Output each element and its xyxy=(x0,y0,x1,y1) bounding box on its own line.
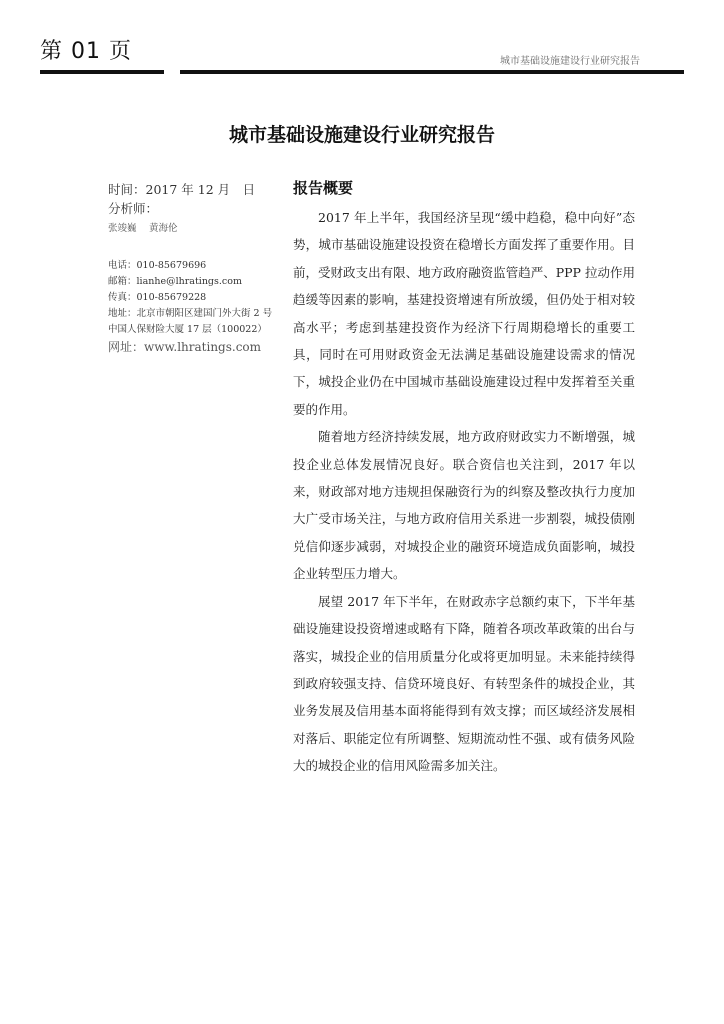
analyst-names: 张竣巍 黄海伦 xyxy=(108,223,178,234)
contact-email: 邮箱：lianhe@lhratings.com xyxy=(108,276,242,287)
header-rule-left xyxy=(40,70,164,74)
contact-block xyxy=(108,258,273,356)
report-date: 时间：2017 年 12 月 日 xyxy=(108,182,256,197)
running-header-title: 城市基础设施建设行业研究报告 xyxy=(500,56,640,67)
contact-website: 网址：www.lhratings.com xyxy=(108,340,262,354)
summary-paragraph: 随着地方经济持续发展，地方政府财政实力不断增强，城投企业总体发展情况良好。联合资信也关注到，2017 年以来，财政部对地方违规担保融资行为的纠察及整改执行力度加大广受市场关注，与地方政府信用关系进一步割裂，城投债刚兑信仰逐步减弱，对城投企业的融资环境造成负面影响，城投企业转型压力增大。 xyxy=(293,429,635,582)
summary-paragraph: 展望 2017 年下半年，在财政赤字总额约束下，下半年基础设施建设投资增速或略有下降，随着各项改革政策的出台与落实，城投企业的信用质量分化或将更加明显。未来能持续得到政府较强支持、信贷环境良好、有转型条件的城投企业，其业务发展及信用基本面将能得到有效支撑；而区域经济发展相对落后、职能定位有所调整、短期流动性不强、或有债务风险大的城投企业的信用风险需多加关注。 xyxy=(293,593,635,774)
contact-address: 地址：北京市朝阳区建国门外大街 2 号中国人保财险大厦 17 层（100022） xyxy=(108,308,273,335)
report-summary xyxy=(293,177,635,780)
document-title: 城市基础设施建设行业研究报告 xyxy=(228,124,495,146)
report-info-sidebar xyxy=(108,180,273,356)
page-number: 第 01 页 xyxy=(40,39,132,64)
contact-fax: 传真：010-85679228 xyxy=(108,292,207,303)
analyst-label: 分析师： xyxy=(108,201,159,216)
header-rule-right xyxy=(180,70,684,74)
summary-heading: 报告概要 xyxy=(293,179,354,197)
contact-phone: 电话：010-85679696 xyxy=(108,260,207,271)
summary-paragraph: 2017 年上半年，我国经济呈现“缓中趋稳，稳中向好”态势，城市基础设施建设投资在稳增长方面发挥了重要作用。目前，受财政支出有限、地方政府融资监管趋严、PPP 拉动作用趋缓等因素的影响，基建投资增速有所放缓，但仍处于相对较高水平；考虑到基建投资作为经济下行周期稳增长的重要工具，同时在可用财政资金无法满足基础设施建设需求的情况下，城投企业仍在中国城市基础设施建设过程中发挥着至关重要的作用。 xyxy=(293,210,635,417)
